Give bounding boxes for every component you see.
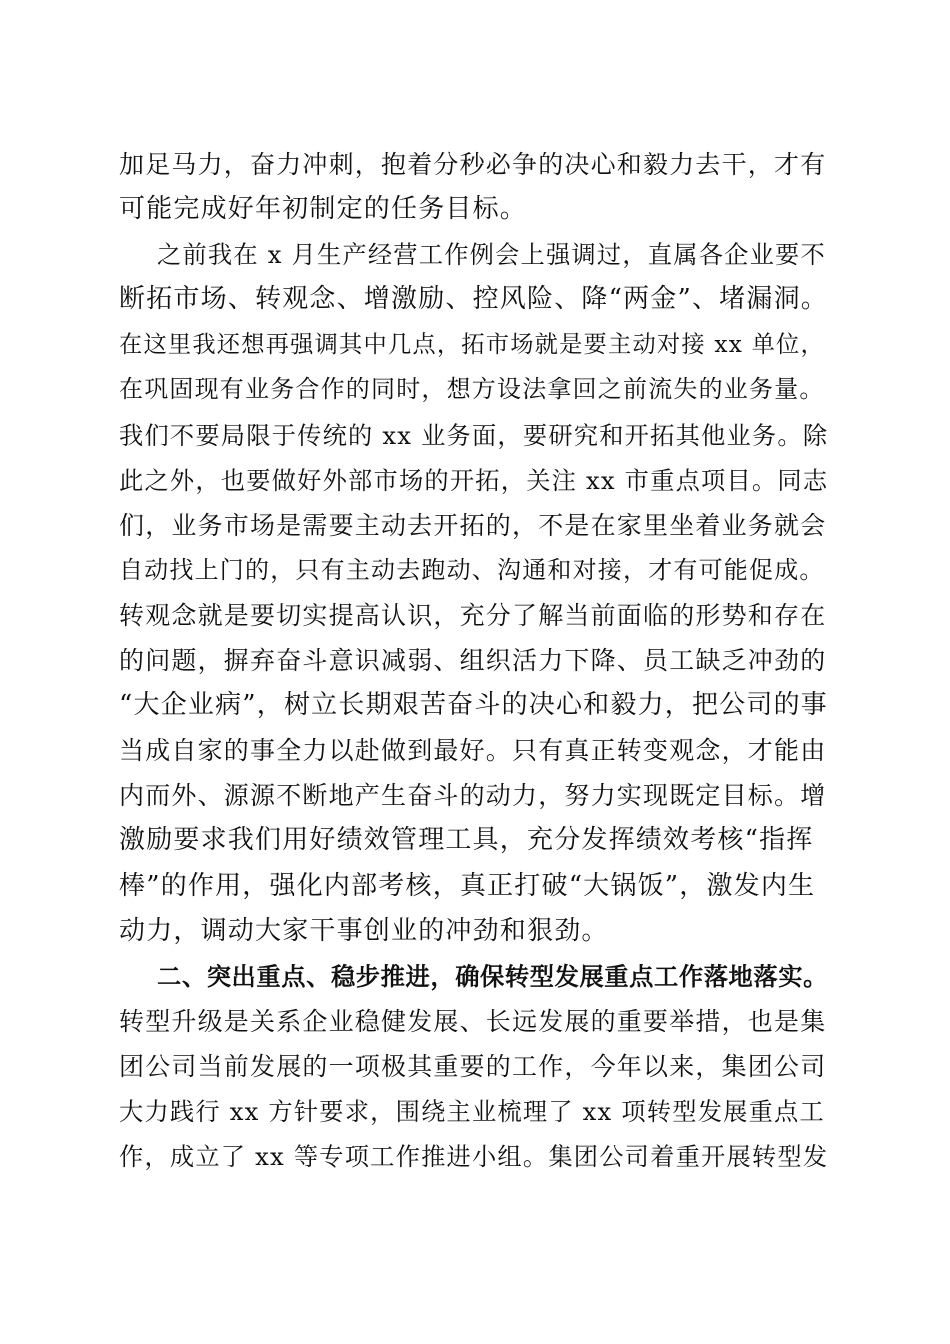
text-line: 激励要求我们用好绩效管理工具，充分发挥绩效考核“指挥 (119, 825, 814, 856)
text-line: 转型升级是关系企业稳健发展、长远发展的重要举措，也是集 (119, 1006, 827, 1036)
text-line: 动力，调动大家干事创业的冲劲和狠劲。 (119, 915, 609, 946)
section-heading (119, 954, 831, 999)
text-line: 我们不要局限于传统的 xx 业务面，要研究和开拓其他业务。除 (119, 420, 829, 450)
text-line: 内而外、源源不断地产生奋斗的动力，努力实现既定目标。增 (119, 781, 827, 811)
text-line: 当成自家的事全力以赴做到最好。只有真正转变观念，才能由 (119, 736, 827, 766)
text-line: 此之外，也要做好外部市场的开拓，关注 xx 市重点项目。同志 (119, 465, 829, 495)
document-body (119, 142, 831, 1179)
paragraph-2 (119, 232, 831, 954)
text-line: 作，成立了 xx 等专项工作推进小组。集团公司着重开展转型发 (119, 1142, 829, 1172)
text-line: 可能完成好年初制定的任务目标。 (119, 194, 528, 225)
text-line: 加足马力，奋力冲刺，抱着分秒必争的决心和毅力去干，才有 (119, 150, 827, 179)
paragraph-3 (119, 999, 831, 1179)
text-line: 在巩固现有业务合作的同时，想方设法拿回之前流失的业务量。 (119, 375, 825, 404)
text-line: 棒”的作用，强化内部考核，真正打破“大锅饭”，激发内生 (119, 870, 816, 901)
text-line: “大企业病”，树立长期艰苦奋斗的决心和毅力，把公司的事 (119, 690, 828, 721)
heading-line: 二、突出重点、稳步推进，确保转型发展重点工作落地落实。 (157, 961, 828, 991)
text-line: 断拓市场、转观念、增激励、控风险、降“两金”、堵漏洞。 (119, 284, 828, 315)
text-line: 大力践行 xx 方针要求，围绕主业梳理了 xx 项转型发展重点工 (119, 1096, 825, 1126)
paragraph-1 (119, 142, 831, 232)
text-line: 自动找上门的，只有主动去跑动、沟通和对接，才有可能促成。 (119, 555, 825, 584)
text-line: 们，业务市场是需要主动去开拓的，不是在家里坐着业务就会 (119, 510, 827, 540)
text-line: 团公司当前发展的一项极其重要的工作，今年以来，集团公司 (119, 1051, 827, 1081)
text-line: 的问题，摒弃奋斗意识减弱、组织活力下降、员工缺乏冲劲的 (119, 646, 827, 676)
text-line: 转观念就是要切实提高认识，充分了解当前面临的形势和存在 (119, 600, 827, 630)
text-line: 在这里我还想再强调其中几点，拓市场就是要主动对接 xx 单位， (119, 331, 825, 359)
text-line: 之前我在 x 月生产经营工作例会上强调过，直属各企业要不 (157, 240, 826, 270)
